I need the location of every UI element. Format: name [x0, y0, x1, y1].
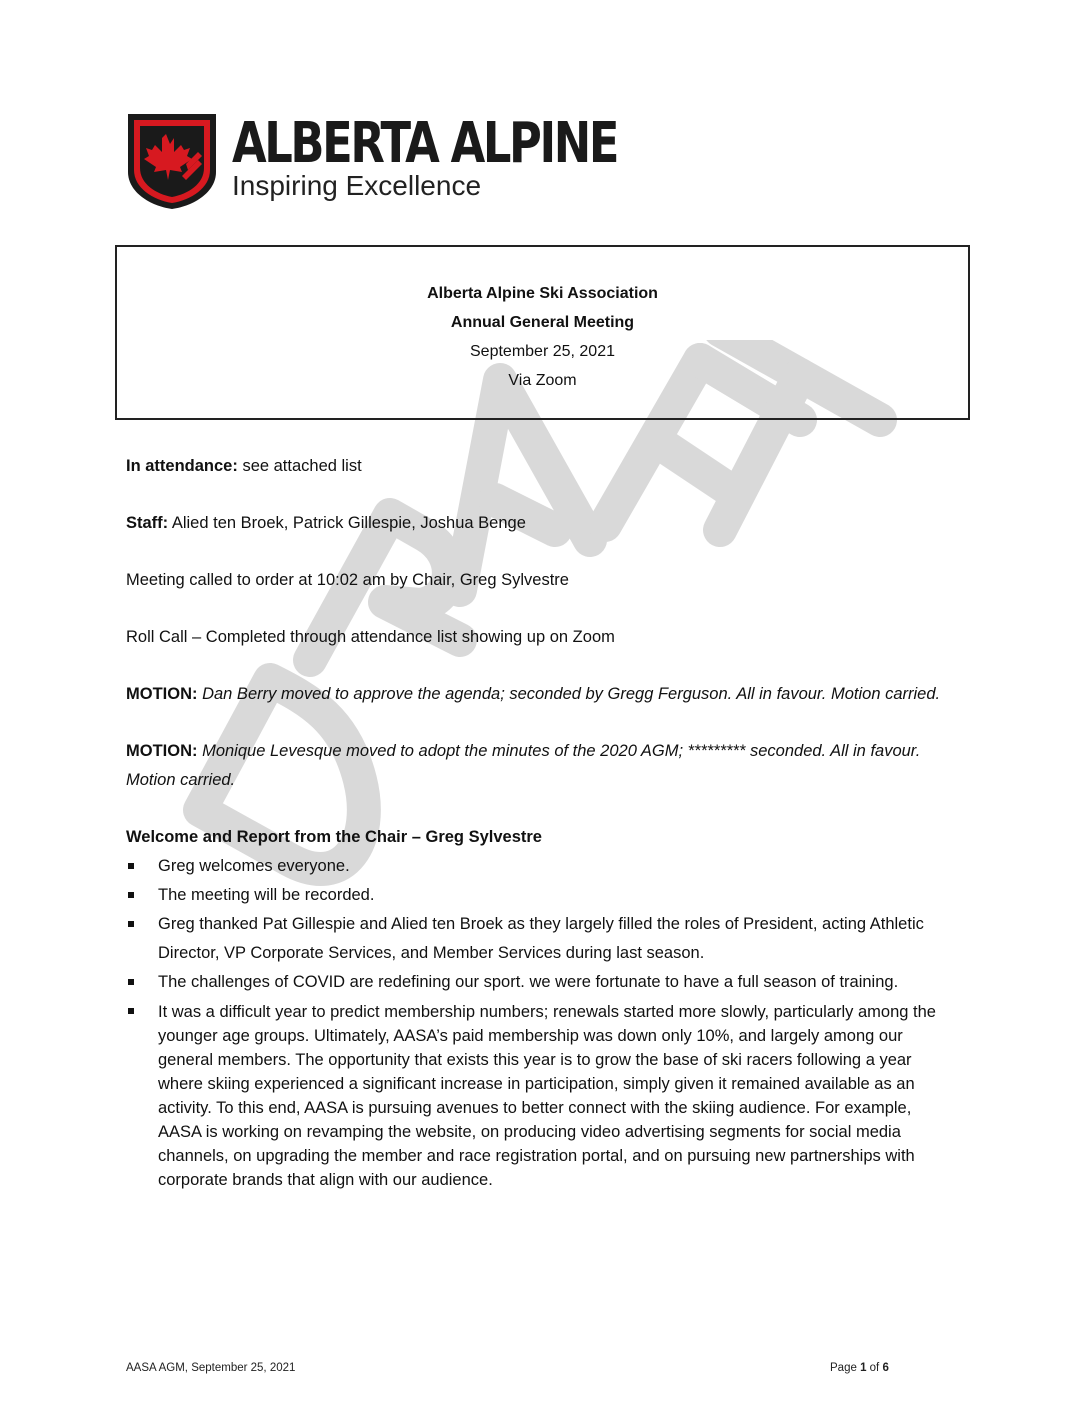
staff-line [126, 509, 956, 538]
meeting-date: September 25, 2021 [470, 343, 615, 360]
roll-call: Roll Call – Completed through attendance list showing up on Zoom [126, 628, 615, 646]
list-item: The meeting will be recorded. [126, 881, 956, 910]
motion-text: Monique Levesque moved to adopt the minutes of the 2020 AGM; ********* seconded. All in favour. Motion carried. [126, 742, 921, 789]
total-pages: 6 [882, 1362, 889, 1374]
motion-minutes [126, 737, 956, 795]
of-label: of [866, 1362, 883, 1374]
organization-name: Alberta Alpine Ski Association [427, 285, 658, 302]
footer-left: AASA AGM, September 25, 2021 [126, 1362, 296, 1374]
chair-report-heading: Welcome and Report from the Chair – Greg Sylvestre [126, 828, 542, 846]
list-item: The challenges of COVID are redefining our sport. we were fortunate to have a full season of training. [126, 968, 956, 997]
alberta-alpine-logo [126, 111, 618, 212]
meeting-location: Via Zoom [508, 372, 577, 389]
list-item: Greg welcomes everyone. [126, 852, 956, 881]
list-item: Greg thanked Pat Gillespie and Alied ten Broek as they largely filled the roles of President, acting Athletic Director, VP Corporate Services, and Member Services during last season. [126, 910, 956, 968]
attendance-label: In attendance: [126, 457, 238, 475]
page-number [830, 1362, 889, 1374]
staff-text: Alied ten Broek, Patrick Gillespie, Joshua Benge [168, 514, 526, 532]
motion-label: MOTION: [126, 742, 198, 760]
logo-wordmark: ALBERTA ALPINE [232, 111, 618, 176]
motion-text: Dan Berry moved to approve the agenda; seconded by Gregg Ferguson. All in favour. Motion carried. [197, 685, 941, 703]
meeting-name: Annual General Meeting [450, 314, 635, 331]
chair-report-list [126, 852, 956, 1192]
page-label: Page [830, 1362, 861, 1374]
current-page: 1 [860, 1362, 867, 1374]
attendance-text: see attached list [237, 457, 362, 475]
motion-agenda [126, 680, 956, 709]
list-item: It was a difficult year to predict membership numbers; renewals started more slowly, particularly among the younger age groups. Ultimately, AASA’s paid membership was down only 10%, and largely among our general members. The opportunity that exists this year is to grow the base of ski racers following a year where skiing experienced a significant increase in participation, simply given it remained available as an activity. To this end, AASA is pursuing avenues to better connect with the skiing audience. For example, AASA is working on revamping the website, on producing video advertising segments for social media channels, on upgrading the member and race registration portal, and on pursuing new partnerships with corporate brands that align with our audience. [126, 997, 956, 1192]
motion-label: MOTION: [126, 685, 198, 703]
staff-label: Staff: [126, 514, 169, 532]
shield-maple-leaf-icon [126, 112, 218, 210]
minutes-body [126, 452, 956, 1192]
attendance-line [126, 452, 956, 481]
logo-tagline: Inspiring Excellence [232, 170, 482, 201]
meeting-title-box [115, 245, 970, 420]
call-to-order: Meeting called to order at 10:02 am by Chair, Greg Sylvestre [126, 571, 569, 589]
